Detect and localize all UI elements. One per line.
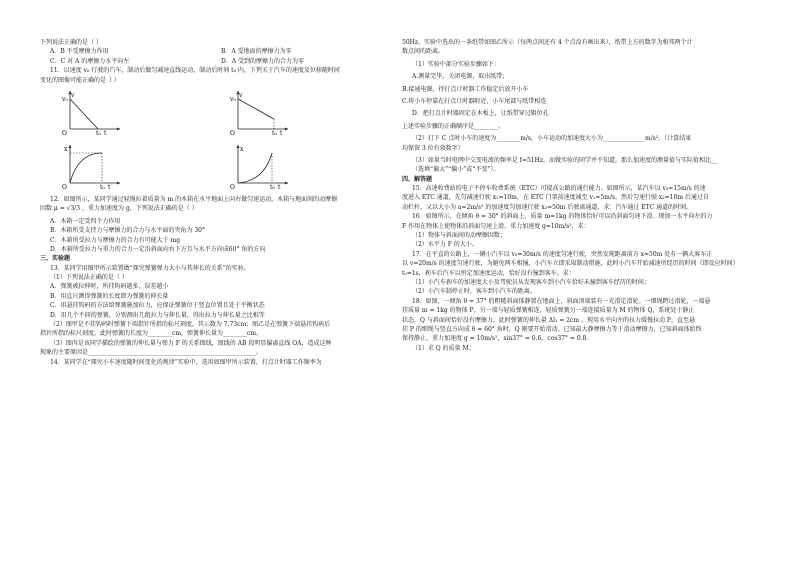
- q10-option-a: A．B 不受摩擦力作用: [50, 48, 109, 56]
- q13-part1: （1）下列说法正确的是（ ）: [50, 274, 128, 282]
- graph-b-ylabel: v: [239, 91, 243, 99]
- q12-option-b: B．木箱所受支持力与摩擦力的合力与水平面的夹角为 30°: [50, 227, 205, 235]
- q14-part2-cont: 均保留 3 位有效数字）: [402, 144, 464, 152]
- q14-step-a: A.测量完毕，关闭电源，取出纸带；: [412, 73, 509, 81]
- q14-part3: （3）如果当时电网中交变电流的频率是 f=51Hz，而做实验的同学并不知道，那么加速度的测量值与实际值相比__: [412, 156, 718, 164]
- q18-stem: 18．如图，一倾角 θ = 37° 的粗糙斜面体静置在地面上，斜面顶端装有一光滑定滑轮。一细绳跨过滑轮，一端悬: [412, 297, 711, 305]
- q12-option-d: D．木箱所受拉力与重力的合力一定沿斜面向右下方且与水平方向成60° 角的方向: [50, 245, 266, 253]
- q14-step-d: D．把打点计时器固定在木板上，让纸带穿过限位孔: [412, 110, 549, 118]
- q16-part1: （1）物体与斜面间的动摩擦因数；: [412, 232, 506, 240]
- graph-a: [62, 89, 122, 135]
- section-experiment-heading: 三、实验题: [40, 255, 71, 263]
- section-solution-heading: 四、解答题: [402, 175, 433, 183]
- q10-options-ab: [40, 47, 392, 56]
- q18-stem-5: 保持静止，重力加速度 g = 10m/s²，sin37° = 0.6，cos37° = 0.8。: [402, 335, 593, 343]
- q18-part1: （1）求 Q 的质量 M；: [412, 344, 475, 352]
- graph-d-svg: [230, 143, 290, 189]
- graph-d-ylabel: x: [240, 145, 244, 153]
- q16-stem: 16．如图所示，在倾角 θ = 30° 的斜面上，质量 m=1kg 的物体恰好可以沿斜面匀速下滑。现加一水平向左的力: [412, 213, 713, 221]
- q11-stem: 11．以速度 v₀ 行驶的汽车，制动后做匀减速直线运动，制动后时间 t₀ 内，下列关于汽车的速度及位移随时间: [50, 67, 340, 75]
- graph-b-v0: v₀: [230, 95, 236, 103]
- graph-b-origin: O: [230, 129, 235, 137]
- q14-part3-cont: （选填“偏大”“偏小”或“不变”）。: [412, 166, 500, 174]
- q10-stem-end: 下列说法正确的是（ ）: [40, 39, 102, 46]
- q13-part2: （2）图甲是不挂钩码时弹簧下端指针所指的标尺刻度，其示数为 7.73cm；图乙是在弹簧下端悬挂钩码后: [50, 321, 331, 329]
- q14-step-c: C.将小车停靠在打点计时器附近，小车尾部与纸带相连: [402, 97, 547, 105]
- graph-b-xlabel: t: [280, 129, 283, 137]
- q14-stem-cont-2: 数点间的距离。: [402, 48, 445, 56]
- q12-option-a: A．木箱一定受四个力作用: [50, 217, 121, 225]
- q17-part1: （1）小汽车刹车的加速度大小及驾驶员从发现客车到小汽车恰好未撞到客车经历的时间；: [412, 278, 650, 286]
- q11-graphs: [40, 85, 392, 195]
- q13-option-a: A．弹簧被拉伸时，所挂钩码越多，误差越小: [50, 283, 169, 291]
- q11-stem-2: 变化的图像可能正确的是（ ）: [40, 76, 120, 84]
- graph-a-svg: [62, 89, 122, 135]
- q12-option-c: C．木箱所受拉力与摩擦力的合力有可能大于 mg: [50, 236, 181, 244]
- graph-b-svg: [230, 89, 290, 135]
- q14-stem: 14．某同学在“探究小车速度随时间变化的规律”实验中，选用如图甲所示装置，打点计时器工作频率为: [50, 358, 322, 366]
- graph-a-ylabel: v: [71, 91, 75, 99]
- q14-order: 上述实验步骤的正确顺序是________。: [402, 122, 505, 130]
- q14-part2: （2）打下 C 点时小车的速度为________m/s，小车运动的加速度大小为______________m/s²。（计算结果: [412, 135, 692, 143]
- q10-option-c: C．C 对 A 的摩擦力水平向左: [50, 57, 130, 65]
- q13-part2-cont: 指针所指的标尺刻度，此时弹簧的长度为________cm，弹簧伸长量为________cm。: [40, 330, 263, 338]
- graph-b-t0: t₀: [272, 129, 277, 137]
- q14-part1: （1）实验中部分实验步骤如下：: [412, 60, 500, 68]
- q10-option-d: D．A 受到的摩擦力的合力为零: [221, 57, 305, 65]
- graph-c-svg: [62, 143, 122, 189]
- graph-b: [230, 89, 290, 135]
- graph-a-origin: O: [62, 129, 67, 137]
- q12-stem-2: 因数 μ = √3/3 ，重力加速度为 g，下列说法正确的是（ ）: [40, 205, 198, 213]
- graph-a-v0: v₀: [62, 95, 68, 103]
- q14-stem-cont: 50Hz。实验中选出的一条纸带如图乙所示（每两点间还有 4 个点没有画出来），纸带上方的数字为相邻两个计: [402, 39, 693, 46]
- q12-stem: 12．如图所示，某同学通过轻绳拉着质量为 m 的木箱在水平地面上向右做匀速运动，木箱与地面间的动摩擦: [50, 195, 338, 203]
- left-column: [40, 38, 392, 367]
- graph-d: [230, 143, 290, 189]
- q13-option-c: C．用悬挂钩码的方法给弹簧施加拉力，应保证弹簧位于竖直位置且处于平衡状态: [50, 302, 265, 310]
- graph-c-ylabel: x: [64, 145, 68, 153]
- q15-stem-3: 动栏杆，又以大小为 a=2m/s² 的加速度匀加速行驶 x₃=50m 后驶离通道，求：汽车通过 ETC 通道的时间。: [402, 203, 693, 211]
- q13-stem: 13．某同学用图甲所示装置做“探究弹簧弹力大小与其伸长的关系”的实验。: [50, 264, 250, 272]
- right-column: [402, 38, 754, 353]
- q17-part2: （2）小汽车制停止时，客车到小汽车的距离。: [412, 288, 536, 296]
- graph-c-xlabel: t: [108, 183, 111, 191]
- q10-options-cd: [40, 57, 392, 66]
- graph-d-xlabel: t: [278, 183, 281, 191]
- q13-option-d: D．用几个不同的弹簧，分别测出几组拉力与伸长量，得出拉力与伸长量之比相等: [50, 311, 265, 319]
- q17-stem-2: 以 v=20m/s 的速度匀速行驶，为避免两车相撞，小汽车立即采取制动措施，此时小汽车开始减速所经历的时间（即反应时间）: [402, 260, 739, 268]
- q18-stem-2: 挂质量 m = 1kg 的物体 P，另一端与轻质弹簧相连，轻质弹簧另一端连接质量为 M 的物体 Q，系统处于静止: [402, 307, 695, 315]
- graph-a-t0: t₀: [96, 129, 101, 137]
- q14-step-b: B.接通电源，待打点计时器工作稳定后放开小车: [402, 85, 529, 93]
- q17-stem: 17．在平直的公路上，一辆小汽车以 v₀=30m/s 的速度匀速行驶，突然发现距离前方 x=50m 处有一辆大客车正: [412, 250, 713, 258]
- q17-stem-3: t₀=1s，刹车后汽车以恒定加速度运动，恰好没有撞到客车。求：: [402, 269, 575, 277]
- q16-stem-2: F 作用在物体上使物体沿斜面匀速上滑，重力加速度 g=10m/s²，求：: [402, 222, 590, 230]
- graph-c: [62, 143, 122, 189]
- graph-c-origin: O: [62, 183, 67, 191]
- q18-stem-3: 状态，Q 与斜面间恰好没有摩擦力，此时弹簧的伸长量 Δl₁ = 2cm 。现用水平向左的拉力缓慢拉动 P，直至悬: [402, 316, 695, 324]
- graph-c-t0: t₀: [100, 183, 105, 191]
- graph-d-origin: O: [230, 183, 235, 191]
- q10-option-b: B．A 受地面的摩擦力为零: [221, 48, 292, 56]
- q15-stem: 15．高速收费站的电子不停车收费系统（ETC）可提高公路的通行能力。如图所示，某汽车以 v₀=15m/s 的速: [412, 185, 706, 193]
- q13-part3: （3）图丙是该同学描绘的弹簧的伸长量与弹力 F 的关系图线，图线的 AB 段明显偏离直线 OA，造成这种: [50, 339, 332, 347]
- graph-a-xlabel: t: [104, 129, 107, 137]
- q15-stem-2: 度进入 ETC 通道，先匀减速行驶 x₁=10m，在 ETC 门架前速度减至 v₁=5m/s，然后匀速行驶 x₂=10m 后通过自: [402, 194, 709, 202]
- q18-stem-4: 挂 P 的细绳与竖直方向成 θ = 60° 角时，Q 刚要开始滑动。已知最大静摩擦力等于滑动摩擦力，已知斜面体始终: [402, 325, 702, 333]
- q13-option-b: B．用直尺测得弹簧的长度即为弹簧的伸长量: [50, 292, 169, 300]
- q16-part2: （2）水平力 F 的大小。: [412, 241, 478, 249]
- graph-d-t0: t₀: [270, 183, 275, 191]
- q13-part3-cont: 现象的主要原因是________________________________________________________。: [40, 349, 263, 357]
